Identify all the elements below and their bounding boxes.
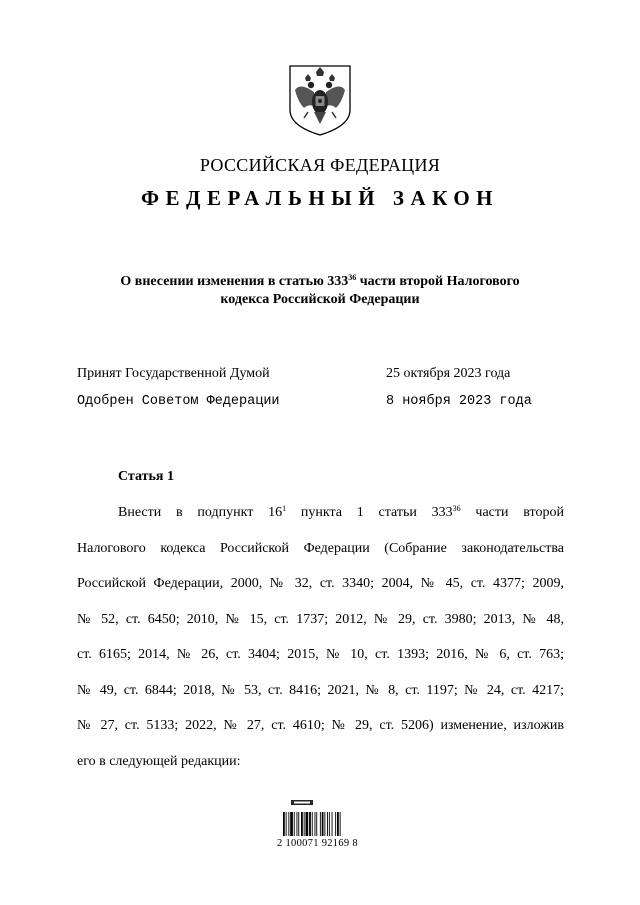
law-type-title: ФЕДЕРАЛЬНЫЙ ЗАКОН <box>141 186 499 210</box>
article-line: № 49, ст. 6844; 2018, № 53, ст. 8416; 2021, № 8, ст. 1197; № 24, ст. 4217; <box>77 682 564 698</box>
article-superscript: 36 <box>452 504 461 513</box>
article-line: № 52, ст. 6450; 2010, № 15, ст. 1737; 2012, № 29, ст. 3980; 2013, № 48, <box>77 611 564 627</box>
council-approval-label: Одобрен Советом Федерации <box>77 394 280 409</box>
article-line: № 27, ст. 5133; 2022, № 27, ст. 4610; № 29, ст. 5206) изменение, изложив <box>77 718 564 733</box>
country-title: РОССИЙСКАЯ ФЕДЕРАЦИЯ <box>199 155 441 175</box>
article-line: ст. 6165; 2014, № 26, ст. 3404; 2015, № 10, ст. 1393; 2016, № 6, ст. 763; <box>77 647 564 662</box>
article-line: Российской Федерации, 2000, № 32, ст. 3340; 2004, № 45, ст. 4377; 2009, <box>77 576 564 591</box>
duma-adoption-label: Принят Государственной Думой <box>77 366 270 381</box>
article-line: Налогового кодекса Российской Федерации (Собрание законодательства <box>77 540 564 556</box>
article-text-b: пункта 1 статьи 333 <box>286 505 453 520</box>
article-text-a: Внести в подпункт 16 <box>118 505 283 520</box>
council-approval-date: 8 ноября 2023 года <box>386 394 532 409</box>
article-superscript: 1 <box>282 504 287 513</box>
article-line: его в следующей редакции: <box>77 753 241 769</box>
subject-superscript: 36 <box>348 273 357 282</box>
article-line <box>118 503 564 523</box>
coat-of-arms-icon <box>286 62 354 138</box>
article-title: Статья 1 <box>118 469 174 484</box>
subject-text-b: части второй Налогового <box>356 274 520 289</box>
subject-text-a: О внесении изменения в статью 333 <box>120 274 349 289</box>
barcode-number: 2 100071 92169 8 <box>277 838 358 849</box>
subject-text-line2: кодекса Российской Федерации <box>220 292 420 307</box>
duma-adoption-date: 25 октября 2023 года <box>386 366 511 381</box>
article-text-c: части второй <box>460 505 564 520</box>
law-subject <box>80 273 560 309</box>
